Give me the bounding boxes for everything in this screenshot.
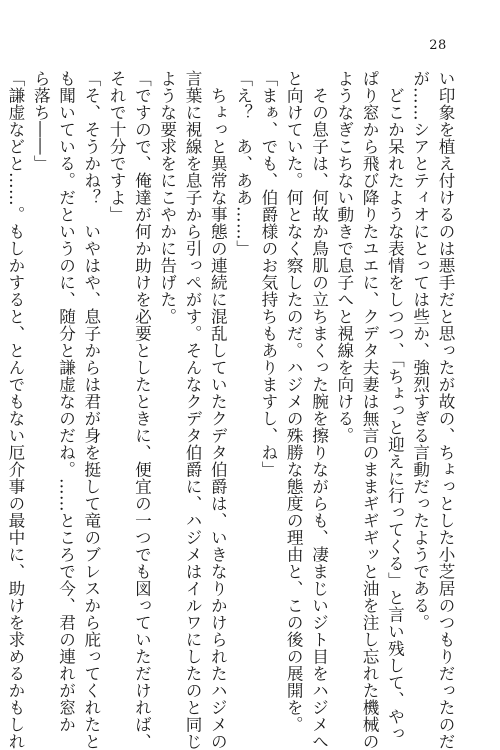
text-line: も聞いている。だというのに、随分と謙虚なのだね。……ところで今、君の連れが窓か [56, 70, 76, 733]
text-line: 「謙虚などと……。もしかすると、とんでもない厄介事の最中に、助けを求めるかもしれ [5, 70, 25, 750]
text-line: 「ですので、俺達が何か助けを必要としたときに、便宜の一つでも図っていただければ、 [132, 70, 152, 750]
text-line: が……シアとティオにとっては些か、強烈すぎる言動だったようである。 [410, 70, 430, 631]
vertical-text-body [3, 70, 458, 750]
text-line: ら落ち――」 [31, 70, 51, 172]
text-line: それで十分ですよ」 [107, 70, 127, 223]
page-number: 28 [429, 38, 447, 53]
text-line: 言葉に視線を息子から引っぺがす。そんなクデタ伯爵に、ハジメはイルワにしたのと同じ [183, 70, 203, 750]
text-line: と向けていた。何となく察したのだ。ハジメの殊勝な態度の理由と、この後の展開を。 [284, 70, 304, 733]
text-line: ようなぎこちない動きで息子へと視線を向ける。 [334, 70, 354, 444]
text-line: どこか呆れたような表情をしつつ、「ちょっと迎えに行ってくる」と言い残して、やっ [385, 70, 405, 742]
text-line: その息子は、何故か鳥肌の立ちまくった腕を擦りながらも、凄まじいジト目をハジメへ [309, 70, 329, 750]
text-line: ぱり窓から飛び降りたユエに、クデタ夫妻は無言のままギギギッと油を注し忘れた機械の [360, 70, 380, 750]
text-line: 「まぁ、でも、伯爵様のお気持ちもありますし、ね」 [258, 70, 278, 478]
text-line: 「え？ あ、ああ……」 [233, 70, 253, 257]
text-line: ちょっと異常な事態の連続に混乱していたクデタ伯爵は、いきなりかけられたハジメの [208, 70, 228, 750]
text-line: い印象を植え付けるのは悪手だと思ったが故の、ちょっとした小芝居のつもりだったのだ [436, 70, 455, 750]
text-line: ような要求をにこやかに告げた。 [157, 70, 177, 325]
text-line: 「そ、そうかね？ いやはや、息子からは君が身を挺して竜のブレスから庇ってくれたと [81, 70, 101, 750]
